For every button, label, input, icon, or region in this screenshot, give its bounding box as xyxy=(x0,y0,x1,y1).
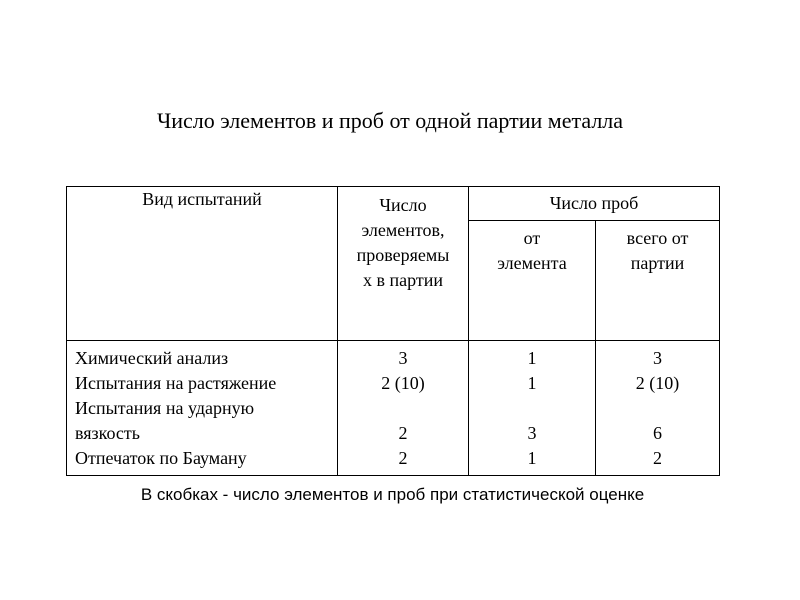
table-cell-line: 6 xyxy=(653,423,662,443)
table-cell-line xyxy=(338,396,468,421)
table-body-row xyxy=(67,341,720,476)
table-cell-line: 2 xyxy=(398,448,408,468)
elements-values-cell xyxy=(338,341,469,476)
table-cell-line: 1 xyxy=(527,348,537,368)
table-cell-line: Испытания на ударную xyxy=(75,398,255,418)
from-element-values-cell xyxy=(469,341,596,476)
table-cell-line: 1 xyxy=(527,373,537,393)
table-cell-line: 2 xyxy=(653,448,662,468)
header-from-element: от элемента xyxy=(469,221,596,341)
table-cell-line xyxy=(596,396,719,421)
header-from-batch: всего от партии xyxy=(596,221,720,341)
table-cell-line: 2 (10) xyxy=(381,373,425,393)
header-probes-count: Число проб xyxy=(469,187,720,221)
table-cell-line xyxy=(469,396,595,421)
page-title: Число элементов и проб от одной партии металла xyxy=(156,108,624,133)
table-cell-line: Отпечаток по Бауману xyxy=(75,448,247,468)
table-cell-line: вязкость xyxy=(75,423,140,443)
header-elements-count: Число элементов, проверяемы х в партии xyxy=(338,187,469,341)
table-cell-line: Испытания на растяжение xyxy=(75,373,277,393)
table-cell-line: 2 xyxy=(398,423,408,443)
table-cell-line: 3 xyxy=(398,348,408,368)
footnote: В скобках - число элементов и проб при статистической оценке xyxy=(140,485,645,504)
table-cell-line: 3 xyxy=(653,348,662,368)
table-cell-line: Химический анализ xyxy=(75,348,229,368)
table-cell-line: 2 (10) xyxy=(635,373,680,393)
table-cell-line: 1 xyxy=(527,448,537,468)
test-names-cell xyxy=(67,341,338,476)
table-cell-line: 3 xyxy=(527,423,537,443)
from-batch-values-cell xyxy=(596,341,720,476)
tests-table xyxy=(66,186,720,476)
header-test-type: Вид испытаний xyxy=(67,187,338,341)
